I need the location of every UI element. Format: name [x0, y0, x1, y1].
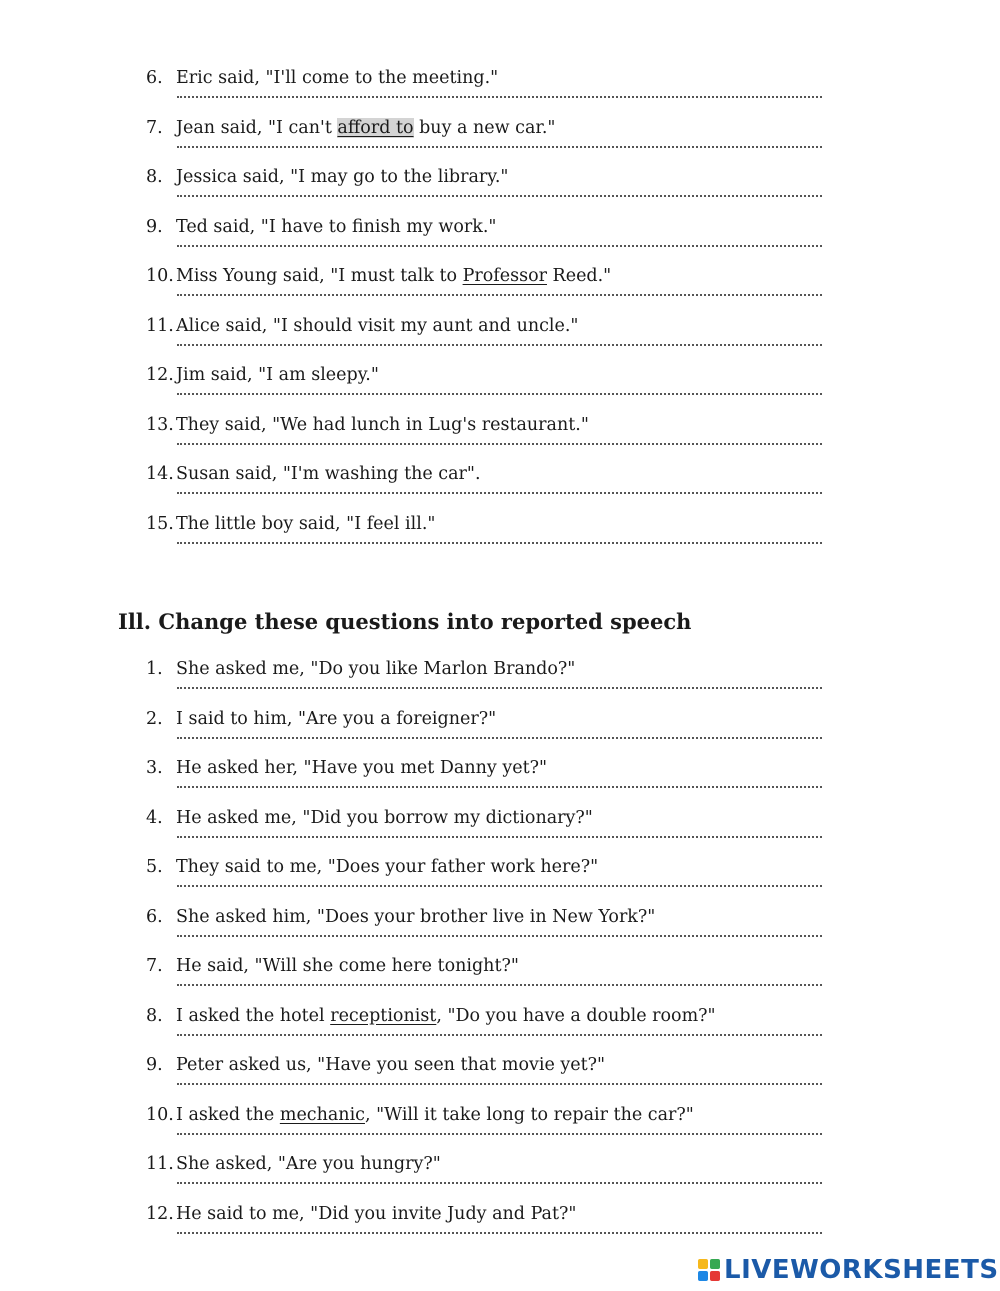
answer-line[interactable]	[177, 786, 822, 788]
text-segment: She asked him, "Does your brother live in New York?"	[176, 906, 656, 927]
answer-line[interactable]	[177, 1182, 822, 1184]
question-number: 1.	[146, 659, 163, 679]
question-item	[146, 66, 826, 90]
answer-line[interactable]	[177, 1083, 822, 1085]
logo-square-1	[698, 1259, 708, 1269]
answer-line[interactable]	[177, 885, 822, 887]
question-item	[146, 707, 826, 731]
question-text	[176, 167, 508, 187]
question-text	[176, 68, 498, 88]
question-number: 10.	[146, 1104, 174, 1125]
logo-mark-icon	[698, 1259, 720, 1281]
question-text	[176, 758, 547, 778]
question-text	[176, 217, 496, 237]
answer-line[interactable]	[177, 344, 822, 346]
text-segment: Peter asked us, "Have you seen that movie yet?"	[176, 1055, 606, 1075]
question-text	[176, 857, 598, 877]
question-item	[146, 1103, 826, 1127]
question-text	[176, 118, 555, 138]
question-text	[176, 316, 578, 336]
answer-line[interactable]	[177, 146, 822, 148]
logo-square-2	[710, 1259, 720, 1269]
liveworksheets-logo	[698, 1254, 999, 1286]
question-item	[146, 413, 826, 437]
question-number: 13.	[146, 414, 174, 435]
answer-line[interactable]	[177, 393, 822, 395]
question-number: 6.	[146, 68, 163, 88]
question-text	[176, 415, 589, 435]
question-item	[146, 1053, 826, 1077]
answer-line[interactable]	[177, 96, 822, 98]
logo-square-4	[710, 1271, 720, 1281]
question-text	[176, 514, 435, 534]
emphasized-word: Professor	[462, 266, 547, 286]
question-text	[176, 709, 496, 729]
text-segment: The little boy said, "I feel ill."	[176, 513, 436, 534]
question-item	[146, 264, 826, 288]
text-segment: Reed."	[546, 266, 612, 286]
question-text	[176, 1154, 441, 1174]
text-segment: He asked her, "Have you met Danny yet?"	[176, 758, 548, 778]
question-item	[146, 657, 826, 681]
text-segment: buy a new car."	[413, 117, 556, 138]
answer-line[interactable]	[177, 935, 822, 937]
question-number: 14.	[146, 464, 174, 484]
answer-line[interactable]	[177, 1034, 822, 1036]
question-item	[146, 1152, 826, 1176]
answer-line[interactable]	[177, 687, 822, 689]
question-text	[176, 365, 379, 385]
question-text	[176, 907, 655, 927]
question-item	[146, 905, 826, 929]
question-item	[146, 215, 826, 239]
question-item	[146, 512, 826, 536]
text-segment: She asked me, "Do you like Marlon Brando?"	[176, 659, 576, 679]
text-segment: I asked the hotel	[176, 1005, 331, 1026]
question-text	[176, 808, 593, 828]
emphasized-word: afford to	[337, 117, 414, 138]
text-segment: Alice said, "I should visit my aunt and uncle."	[176, 315, 579, 336]
question-number: 8.	[146, 1005, 163, 1026]
question-number: 6.	[146, 906, 163, 927]
question-text	[176, 1105, 694, 1125]
question-number: 15.	[146, 513, 174, 534]
answer-line[interactable]	[177, 984, 822, 986]
answer-line[interactable]	[177, 245, 822, 247]
question-text	[176, 1006, 716, 1026]
answer-line[interactable]	[177, 443, 822, 445]
question-text	[176, 659, 575, 679]
text-segment: Jessica said, "I may go to the library."	[176, 167, 509, 187]
question-number: 2.	[146, 708, 163, 729]
text-segment: He said to me, "Did you invite Judy and Pat?"	[176, 1203, 577, 1224]
text-segment: He asked me, "Did you borrow my dictionary?"	[176, 807, 593, 828]
answer-line[interactable]	[177, 542, 822, 544]
question-number: 11.	[146, 1154, 174, 1174]
question-item	[146, 165, 826, 189]
question-text	[176, 266, 611, 286]
answer-line[interactable]	[177, 836, 822, 838]
text-segment: They said, "We had lunch in Lug's restaurant."	[176, 414, 589, 435]
text-segment: , "Will it take long to repair the car?"	[364, 1104, 694, 1125]
text-segment: Jim said, "I am sleepy."	[176, 365, 379, 385]
text-segment: I said to him, "Are you a foreigner?"	[176, 708, 497, 729]
question-number: 12.	[146, 1203, 174, 1224]
text-segment: Ted said, "I have to finish my work."	[176, 216, 497, 237]
question-number: 10.	[146, 266, 174, 286]
text-segment: They said to me, "Does your father work here?"	[176, 857, 599, 877]
logo-square-3	[698, 1271, 708, 1281]
text-segment: Eric said, "I'll come to the meeting."	[176, 68, 499, 88]
question-item	[146, 756, 826, 780]
text-segment: Susan said, "I'm washing the car".	[176, 464, 481, 484]
question-text	[176, 956, 519, 976]
question-number: 9.	[146, 216, 163, 237]
question-number: 9.	[146, 1055, 163, 1075]
question-item	[146, 363, 826, 387]
emphasized-word: receptionist	[330, 1005, 437, 1026]
question-number: 7.	[146, 956, 163, 976]
answer-line[interactable]	[177, 737, 822, 739]
text-segment: He said, "Will she come here tonight?"	[176, 956, 519, 976]
question-text	[176, 1204, 576, 1224]
question-text	[176, 464, 481, 484]
text-segment: She asked, "Are you hungry?"	[176, 1154, 441, 1174]
emphasized-word: mechanic	[279, 1104, 365, 1125]
question-item	[146, 954, 826, 978]
answer-line[interactable]	[177, 195, 822, 197]
question-item	[146, 314, 826, 338]
question-item	[146, 1202, 826, 1226]
question-item	[146, 462, 826, 486]
question-number: 7.	[146, 117, 163, 138]
question-number: 8.	[146, 167, 163, 187]
question-item	[146, 806, 826, 830]
question-number: 12.	[146, 365, 174, 385]
question-number: 3.	[146, 758, 163, 778]
question-number: 4.	[146, 807, 163, 828]
question-item	[146, 1004, 826, 1028]
question-item	[146, 116, 826, 140]
question-number: 5.	[146, 857, 163, 877]
text-segment: Jean said, "I can't	[176, 117, 338, 138]
question-number: 11.	[146, 315, 174, 336]
answer-line[interactable]	[177, 1133, 822, 1135]
text-segment: , "Do you have a double room?"	[436, 1005, 716, 1026]
question-text	[176, 1055, 605, 1075]
logo-text: LIVEWORKSHEETS	[724, 1255, 999, 1285]
text-segment: Miss Young said, "I must talk to	[176, 266, 463, 286]
question-item	[146, 855, 826, 879]
answer-line[interactable]	[177, 1232, 822, 1234]
answer-line[interactable]	[177, 294, 822, 296]
answer-line[interactable]	[177, 492, 822, 494]
section-3-heading: Ill. Change these questions into reported speech	[118, 609, 692, 634]
text-segment: I asked the	[176, 1104, 280, 1125]
